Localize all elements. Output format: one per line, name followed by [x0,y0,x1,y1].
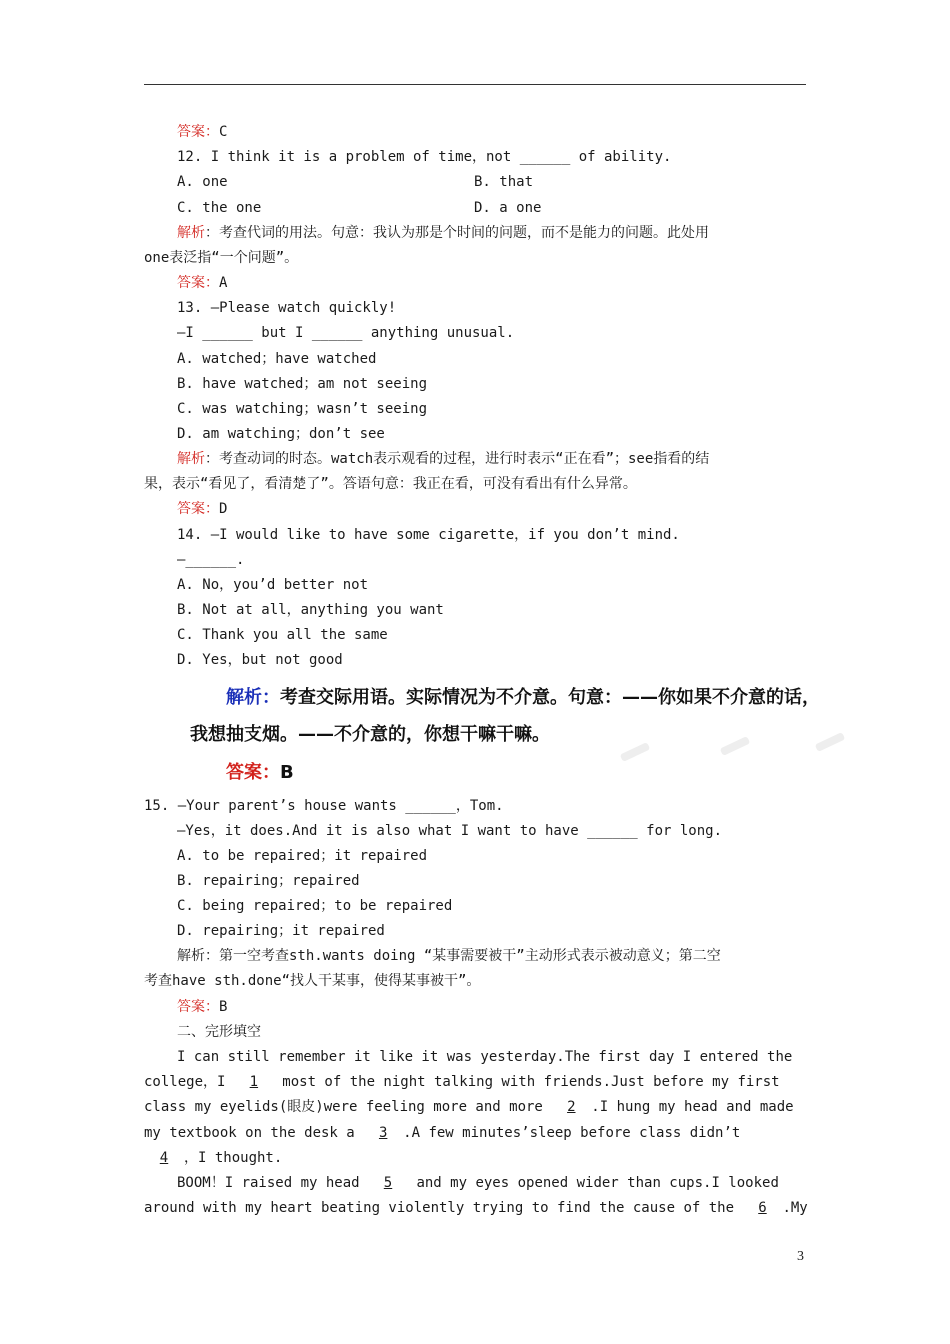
question-15-reply: —Yes，it does.And it is also what I want to have ______ for long. [177,823,723,839]
passage-line: class my eyelids(眼皮)were feeling more and more 2 .I hung my head and made [144,1099,794,1115]
analysis-image-line-cont: 我想抽支烟。——不介意的，你想干嘛干嘛。 [190,724,550,745]
answer-line: 答案：C [177,124,228,140]
option-c: C. was watching；wasn’t seeing [177,401,428,417]
question-14-reply: —______. [177,552,245,568]
passage-line: college，I 1 most of the night talking with friends.Just before my first [144,1074,780,1090]
option-a: A. watched；have watched [177,351,377,367]
watermark-mark [620,742,651,762]
passage-line: my textbook on the desk a 3 .A few minutes’sleep before class didn’t [144,1125,741,1141]
analysis-line: 解析：第一空考查sth.wants doing “某事需要被干”主动形式表示被动意义；第二空 [177,948,721,964]
blank-5: 5 [383,1175,393,1191]
option-b: B. have watched；am not seeing [177,376,428,392]
blank-2: 2 [567,1099,576,1115]
option-a: A. to be repaired；it repaired [177,848,428,864]
option-b: B. repairing；repaired [177,873,360,889]
option-c: C. being repaired；to be repaired [177,898,453,914]
blank-1: 1 [249,1074,259,1090]
answer-line: 答案：B [177,999,228,1015]
header-rule [144,84,806,85]
option-a: A. No，you’d better not [177,577,369,593]
option-c: C. the one [177,200,262,216]
question-13: 13. —Please watch quickly! [177,300,397,316]
passage-line: I can still remember it like it was yesterday.The first day I entered the [177,1049,793,1065]
answer-line: 答案：D [177,501,228,517]
option-c: C. Thank you all the same [177,627,388,643]
option-d: D. a one [474,200,542,216]
page-number: 3 [797,1249,804,1264]
option-b: B. Not at all，anything you want [177,602,444,618]
analysis-line: 解析：考查代词的用法。句意：我认为那是个时间的问题，而不是能力的问题。此处用 [177,225,709,241]
analysis-line-cont: 果，表示“看见了，看清楚了”。答语句意：我正在看，可没有看出有什么异常。 [144,476,637,492]
analysis-image-line: 解析：考查交际用语。实际情况为不介意。句意：——你如果不介意的话， [226,687,820,708]
passage-line: BOOM！I raised my head 5 and my eyes opened wider than cups.I looked [177,1175,779,1191]
analysis-line-cont: 考查have sth.done“找人干某事，使得某事被干”。 [144,973,481,989]
analysis-line: 解析：考查动词的时态。watch表示观看的过程，进行时表示“正在看”；see指看的结 [177,451,710,467]
question-14: 14. —I would like to have some cigarette，if you don’t mind. [177,527,680,543]
blank-6: 6 [758,1200,767,1216]
analysis-line-cont: one表泛指“一个问题”。 [144,250,299,266]
option-b: B. that [474,174,534,190]
option-d: D. Yes，but not good [177,652,343,668]
watermark-mark [815,732,846,752]
blank-4: 4 [159,1150,169,1166]
answer-line: 答案：A [177,275,228,291]
watermark-mark [720,736,751,756]
option-d: D. am watching；don’t see [177,426,385,442]
option-a: A. one [177,174,228,190]
passage-line: 4 ，I thought. [144,1148,282,1168]
section-heading: 二、完形填空 [177,1024,261,1040]
passage-line: around with my heart beating violently trying to find the cause of the 6 .My [144,1200,808,1216]
question-13-reply: —I ______ but I ______ anything unusual. [177,325,515,341]
answer-image-line: 答案：B [226,762,294,783]
option-d: D. repairing；it repaired [177,923,385,939]
blank-3: 3 [378,1125,388,1141]
question-12: 12. I think it is a problem of time，not ______ of ability. [177,149,672,165]
question-15: 15. —Your parent’s house wants ______，Tom. [144,798,504,814]
